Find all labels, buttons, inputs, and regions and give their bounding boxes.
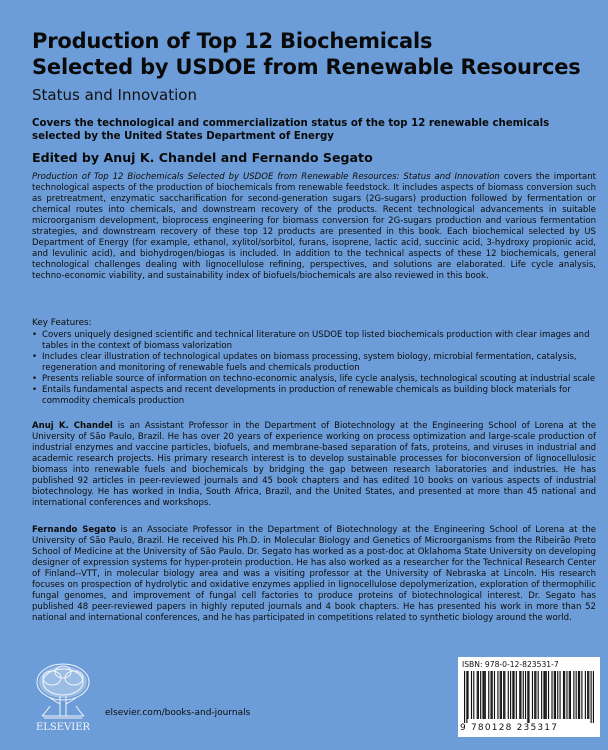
title-line-1: Production of Top 12 Biochemicals	[32, 29, 433, 53]
feature-item: • Covers uniquely designed scientific and technical literature on USDOE top listed biochemicals production with clear images and tables in the context of biomass valorization	[32, 330, 596, 352]
barcode-bar	[527, 671, 528, 723]
barcode-bar	[569, 671, 570, 719]
barcode-bar	[528, 671, 529, 723]
barcode-bar	[503, 671, 504, 719]
barcode-bar	[488, 671, 489, 719]
barcode-bar	[466, 671, 467, 723]
feature-item: • Presents reliable source of information on techno-economic analysis, life cycle analysis, technological scouting at industrial scale	[32, 374, 596, 385]
feature-item: • Entails fundamental aspects and recent developments in production of renewable chemicals as building block materials for commodity chemicals production	[32, 385, 596, 407]
barcode-bar	[477, 671, 478, 719]
barcode-bar	[534, 671, 535, 719]
barcode-bar	[579, 671, 580, 719]
barcode-bar	[557, 671, 558, 719]
barcode-bar	[576, 671, 577, 719]
barcode-bar	[578, 671, 579, 719]
elsevier-logo[interactable]	[30, 660, 96, 734]
barcode-image	[464, 671, 594, 723]
barcode-bar	[546, 671, 547, 719]
barcode-bar	[520, 671, 521, 719]
barcode-bar	[501, 671, 502, 719]
barcode-bar	[490, 671, 491, 719]
barcode-bar	[587, 671, 588, 719]
bio-segato-text: is an Associate Professor in the Department of Biotechnology at the Engineering School of Lorena at the University of São Paulo, Brazil. He received his Ph.D. in Molecular Biology and Genetics of Microorganisms from the Ribeirão Preto School of Medicine at the University of São Paulo. Dr. Segato has worked as a post-doc at Oklahoma State University on developing designer of expression systems for hyper-protein production. He has also worked as a researcher for the Technical Research Center of Finland--VTT, in molecular biology area and was a visiting professor at the University of Nebraska at Lincoln. His research focuses on prospection of hydrolytic and oxidative enzymes applied in lignocellulose depolymerization, exploration of thermophilic fungal genomes, and improvement of fungal cell factories to produce proteins of biotechnological interest. Dr. Segato has published 48 peer-reviewed papers in highly reputed journals and 4 book chapters. He has presented his work in more than 52 national and international conferences, and he has participated in competitions related to synthetic biology around the world.	[32, 525, 596, 623]
barcode-bar	[525, 671, 526, 719]
book-title	[32, 28, 592, 80]
barcode-bar	[573, 671, 574, 719]
editors-line: Edited by Anuj K. Chandel and Fernando Segato	[32, 150, 373, 165]
covers-statement: Covers the technological and commercialization status of the top 12 renewable chemicals selected by the United States Department of Energy	[32, 118, 550, 142]
barcode-bar	[492, 671, 493, 719]
barcode-bar	[464, 671, 465, 723]
title-line-2: Selected by USDOE from Renewable Resources	[32, 55, 581, 79]
barcode-bar	[473, 671, 474, 719]
barcode-digits: 9 780128 235317	[460, 723, 559, 733]
barcode-bar	[471, 671, 472, 719]
bio-segato	[32, 525, 596, 624]
barcode-bar	[543, 671, 544, 719]
barcode-bar	[563, 671, 564, 719]
book-subtitle: Status and Innovation	[32, 86, 197, 104]
barcode-bar	[545, 671, 546, 719]
barcode-bar	[467, 671, 468, 719]
bio-chandel-name: Anuj K. Chandel	[32, 421, 113, 431]
bio-segato-name: Fernando Segato	[32, 525, 117, 535]
book-description	[32, 172, 596, 282]
barcode-bar	[480, 671, 481, 719]
barcode-bar	[482, 671, 483, 719]
barcode-bar	[541, 671, 542, 719]
publisher-wordmark: ELSEVIER	[35, 722, 91, 733]
barcode-bar	[548, 671, 549, 719]
barcode-bar	[566, 671, 567, 719]
barcode-bar	[485, 671, 486, 719]
barcode-bar	[581, 671, 582, 719]
description-body: covers the important technological aspects of the production of biochemicals from renewable feedstock. It includes aspects of biomass conversion such as pretreatment, enzymatic saccharification for second-generation sugars (2G-sugars) production followed by fermentation or chemical routes into chemicals, and downstream recovery of the products. Recent technological advancements in suitable microorganism development, bioprocess engineering for biomass conversion for 2G-sugars production and various fermentation strategies, and downstream recovery of these top 12 products are presented in this book. Each biochemical selected by US Department of Energy (for example, ethanol, xylitol/sorbitol, furans, isoprene, lactic acid, succinic acid, 3-hydroxy propionic acid, and levulinic acid), and biohydrogen/biogas is included. In addition to the technical aspects of these 12 biochemicals, general technological challenges dealing with lignocellulose refining, perspectives, and solutions are elaborated. Life cycle analysis, techno-economic viability, and sustainability index of biofuels/biochemicals are also reviewed in this book.	[32, 172, 596, 281]
barcode-bar	[523, 671, 524, 719]
barcode-bar	[508, 671, 509, 719]
barcode-bar	[551, 671, 552, 719]
barcode-bar	[554, 671, 555, 719]
barcode-bar	[555, 671, 556, 719]
barcode-bar	[512, 671, 513, 719]
description-italic-title: Production of Top 12 Biochemicals Selected by USDOE from Renewable Resources: Status and Innovation	[32, 172, 500, 182]
barcode-bar	[504, 671, 505, 719]
feature-item: • Includes clear illustration of technological updates on biomass processing, system biology, microbial fermentation, catalysis, regeneration and monitoring of renewable fuels and chemicals production	[32, 352, 596, 374]
key-features-list	[32, 330, 596, 407]
barcode-bar	[519, 671, 520, 719]
barcode-bar	[516, 671, 517, 719]
bio-chandel-text: is an Assistant Professor in the Department of Biotechnology at the Engineering School of Lorena at the University of São Paulo, Brazil. He has over 20 years of experience working on process optimization and large-scale production of industrial enzymes and vaccine particles, biofuels, and membrane-based separation of fats, proteins, and viruses in industrial and academic research projects. His primary research interest is to develop sustainable processes for bioconversion of lignocellulosic biomass into renewable fuels and biochemicals by bridging the gap between research laboratories and industries. He has published 92 articles in peer-reviewed journals and 45 book chapters and has edited 10 books on various aspects of industrial biotechnology. He has worked in India, South Africa, Brazil, and the United States, and presented at more than 45 national and international conferences and workshops.	[32, 421, 596, 508]
barcode-bar	[564, 671, 565, 719]
isbn-text: ISBN: 978-0-12-823531-7	[462, 660, 559, 669]
barcode-bar	[593, 671, 594, 723]
publisher-url[interactable]: elsevier.com/books-and-journals	[105, 708, 251, 718]
barcode-bar	[559, 671, 560, 719]
barcode-bar	[497, 671, 498, 719]
barcode-bar	[532, 671, 533, 719]
barcode-bar	[510, 671, 511, 719]
bio-chandel	[32, 421, 596, 509]
key-features-heading: Key Features:	[32, 318, 92, 328]
barcode-bar	[535, 671, 536, 719]
barcode-bar	[478, 671, 479, 719]
barcode-bar	[500, 671, 501, 719]
barcode-bar	[585, 671, 586, 719]
barcode-bar	[484, 671, 485, 719]
elsevier-tree-icon	[30, 660, 96, 734]
barcode-bar	[513, 671, 514, 719]
barcode-bar	[570, 671, 571, 719]
barcode-bar	[588, 671, 589, 719]
barcode-bar	[591, 671, 592, 723]
isbn-barcode-box	[458, 657, 600, 737]
barcode-bar	[538, 671, 539, 719]
barcode-bar	[494, 671, 495, 719]
